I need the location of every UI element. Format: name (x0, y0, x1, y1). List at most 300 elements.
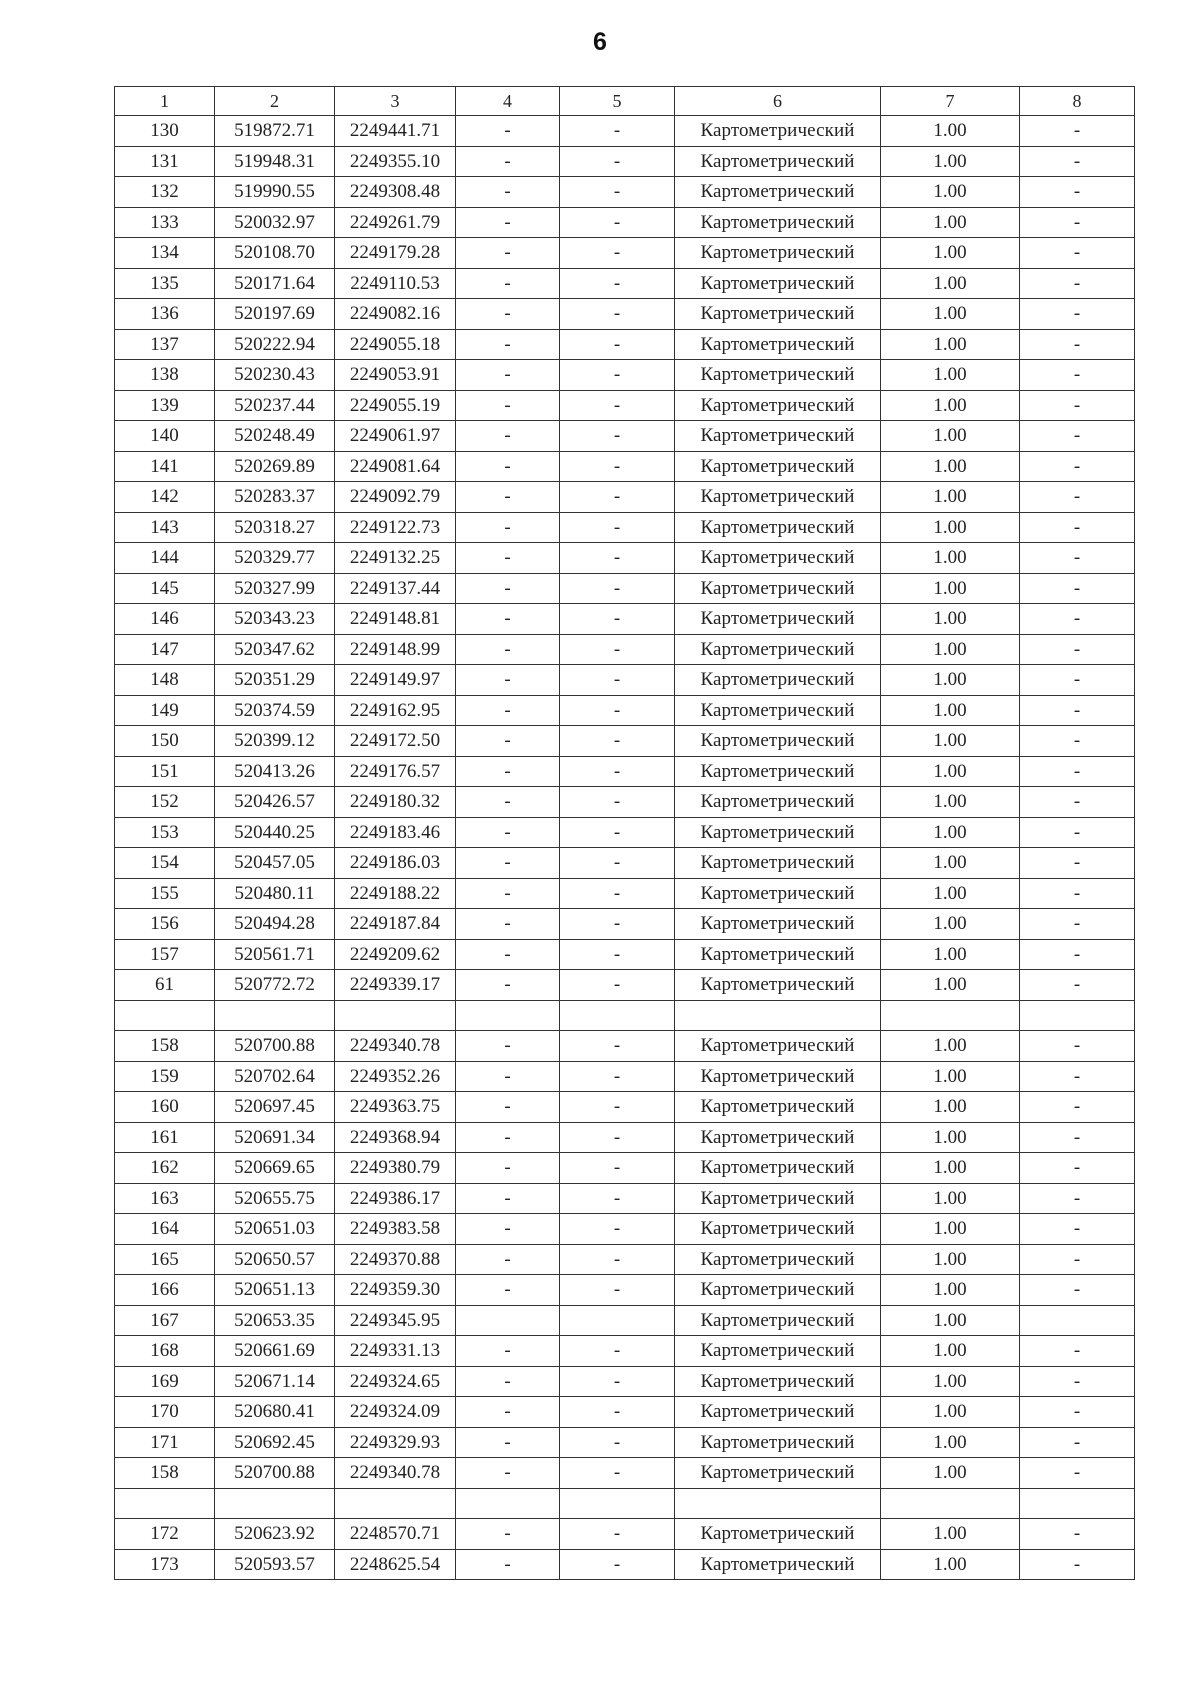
col-8-cell: - (1020, 604, 1135, 635)
col-5-cell: - (560, 1092, 675, 1123)
y-coordinate-cell: 2249209.62 (335, 939, 456, 970)
x-coordinate-cell: 520661.69 (215, 1336, 335, 1367)
accuracy-cell: 1.00 (881, 238, 1020, 269)
table-row (115, 207, 1135, 238)
y-coordinate-cell: 2249380.79 (335, 1153, 456, 1184)
col-5-cell: - (560, 1458, 675, 1489)
point-number-cell: 173 (115, 1549, 215, 1580)
table-row (115, 909, 1135, 940)
col-8-cell: - (1020, 451, 1135, 482)
col-4-cell: - (456, 573, 560, 604)
point-number-cell: 143 (115, 512, 215, 543)
y-coordinate-cell: 2249179.28 (335, 238, 456, 269)
y-coordinate-cell: 2249324.65 (335, 1366, 456, 1397)
accuracy-cell: 1.00 (881, 695, 1020, 726)
col-8-cell: - (1020, 787, 1135, 818)
col-4-cell: - (456, 939, 560, 970)
col-5-cell: - (560, 1275, 675, 1306)
table-row (115, 390, 1135, 421)
point-number-cell: 133 (115, 207, 215, 238)
col-4-cell: - (456, 634, 560, 665)
x-coordinate-cell: 520700.88 (215, 1031, 335, 1062)
x-coordinate-cell: 520692.45 (215, 1427, 335, 1458)
method-cell: Картометрический (675, 1397, 881, 1428)
table-row (115, 1214, 1135, 1245)
accuracy-cell: 1.00 (881, 299, 1020, 330)
method-cell: Картометрический (675, 421, 881, 452)
col-5-cell: - (560, 726, 675, 757)
col-5-cell: - (560, 329, 675, 360)
x-coordinate-cell: 520237.44 (215, 390, 335, 421)
method-cell: Картометрический (675, 1214, 881, 1245)
col-4-cell: - (456, 543, 560, 574)
accuracy-cell (881, 1000, 1020, 1031)
col-4-cell: - (456, 909, 560, 940)
col-8-cell: - (1020, 238, 1135, 269)
col-8-cell: - (1020, 1092, 1135, 1123)
method-cell: Картометрический (675, 116, 881, 147)
method-cell: Картометрический (675, 1183, 881, 1214)
point-number-cell: 152 (115, 787, 215, 818)
x-coordinate-cell: 520700.88 (215, 1458, 335, 1489)
method-cell: Картометрический (675, 299, 881, 330)
accuracy-cell: 1.00 (881, 909, 1020, 940)
method-cell: Картометрический (675, 756, 881, 787)
x-coordinate-cell: 520351.29 (215, 665, 335, 696)
col-4-cell: - (456, 604, 560, 635)
table-row (115, 177, 1135, 208)
coordinates-table (114, 86, 1135, 1580)
col-8-cell (1020, 1488, 1135, 1519)
point-number-cell: 165 (115, 1244, 215, 1275)
column-header-1: 1 (115, 87, 215, 116)
accuracy-cell: 1.00 (881, 1397, 1020, 1428)
table-row (115, 299, 1135, 330)
x-coordinate-cell: 520327.99 (215, 573, 335, 604)
table-row (115, 1031, 1135, 1062)
method-cell: Картометрический (675, 1427, 881, 1458)
table-row (115, 634, 1135, 665)
col-4-cell: - (456, 299, 560, 330)
accuracy-cell: 1.00 (881, 1092, 1020, 1123)
col-8-cell: - (1020, 299, 1135, 330)
point-number-cell: 141 (115, 451, 215, 482)
y-coordinate-cell: 2249345.95 (335, 1305, 456, 1336)
table-row (115, 1244, 1135, 1275)
table-row (115, 848, 1135, 879)
accuracy-cell: 1.00 (881, 1519, 1020, 1550)
accuracy-cell: 1.00 (881, 787, 1020, 818)
x-coordinate-cell: 520426.57 (215, 787, 335, 818)
method-cell: Картометрический (675, 665, 881, 696)
col-8-cell: - (1020, 695, 1135, 726)
col-8-cell: - (1020, 909, 1135, 940)
point-number-cell: 167 (115, 1305, 215, 1336)
method-cell: Картометрический (675, 238, 881, 269)
col-8-cell: - (1020, 268, 1135, 299)
col-5-cell: - (560, 1549, 675, 1580)
point-number-cell: 153 (115, 817, 215, 848)
col-5-cell: - (560, 695, 675, 726)
col-8-cell: - (1020, 390, 1135, 421)
column-header-3: 3 (335, 87, 456, 116)
accuracy-cell: 1.00 (881, 665, 1020, 696)
y-coordinate-cell: 2248625.54 (335, 1549, 456, 1580)
point-number-cell: 161 (115, 1122, 215, 1153)
method-cell: Картометрический (675, 726, 881, 757)
table-row (115, 787, 1135, 818)
method-cell: Картометрический (675, 543, 881, 574)
y-coordinate-cell: 2249110.53 (335, 268, 456, 299)
col-5-cell: - (560, 939, 675, 970)
col-8-cell: - (1020, 1244, 1135, 1275)
col-4-cell: - (456, 970, 560, 1001)
y-coordinate-cell: 2249368.94 (335, 1122, 456, 1153)
col-8-cell: - (1020, 207, 1135, 238)
col-5-cell: - (560, 909, 675, 940)
col-4-cell: - (456, 1366, 560, 1397)
y-coordinate-cell: 2249053.91 (335, 360, 456, 391)
col-5-cell: - (560, 604, 675, 635)
method-cell: Картометрический (675, 787, 881, 818)
accuracy-cell: 1.00 (881, 604, 1020, 635)
accuracy-cell: 1.00 (881, 421, 1020, 452)
col-8-cell: - (1020, 1458, 1135, 1489)
y-coordinate-cell: 2249183.46 (335, 817, 456, 848)
y-coordinate-cell: 2249055.18 (335, 329, 456, 360)
col-5-cell: - (560, 238, 675, 269)
method-cell: Картометрический (675, 604, 881, 635)
y-coordinate-cell: 2249148.81 (335, 604, 456, 635)
col-4-cell: - (456, 1244, 560, 1275)
table-row (115, 360, 1135, 391)
accuracy-cell: 1.00 (881, 1061, 1020, 1092)
table-row (115, 482, 1135, 513)
col-5-cell: - (560, 451, 675, 482)
accuracy-cell (881, 1488, 1020, 1519)
x-coordinate-cell: 520269.89 (215, 451, 335, 482)
accuracy-cell: 1.00 (881, 268, 1020, 299)
x-coordinate-cell: 519872.71 (215, 116, 335, 147)
x-coordinate-cell: 520171.64 (215, 268, 335, 299)
x-coordinate-cell: 520399.12 (215, 726, 335, 757)
x-coordinate-cell: 520651.13 (215, 1275, 335, 1306)
accuracy-cell: 1.00 (881, 970, 1020, 1001)
col-8-cell: - (1020, 146, 1135, 177)
col-5-cell: - (560, 1183, 675, 1214)
point-number-cell: 171 (115, 1427, 215, 1458)
x-coordinate-cell: 520697.45 (215, 1092, 335, 1123)
y-coordinate-cell: 2249061.97 (335, 421, 456, 452)
col-8-cell: - (1020, 116, 1135, 147)
x-coordinate-cell: 520480.11 (215, 878, 335, 909)
y-coordinate-cell: 2249132.25 (335, 543, 456, 574)
point-number-cell (115, 1000, 215, 1031)
col-4-cell: - (456, 1183, 560, 1214)
col-5-cell: - (560, 665, 675, 696)
point-number-cell: 160 (115, 1092, 215, 1123)
y-coordinate-cell: 2249329.93 (335, 1427, 456, 1458)
col-8-cell: - (1020, 878, 1135, 909)
method-cell: Картометрический (675, 573, 881, 604)
col-4-cell: - (456, 482, 560, 513)
point-number-cell: 164 (115, 1214, 215, 1245)
accuracy-cell: 1.00 (881, 1122, 1020, 1153)
col-4-cell: - (456, 817, 560, 848)
point-number-cell: 158 (115, 1458, 215, 1489)
point-number-cell: 168 (115, 1336, 215, 1367)
y-coordinate-cell: 2249122.73 (335, 512, 456, 543)
column-header-2: 2 (215, 87, 335, 116)
col-8-cell: - (1020, 1183, 1135, 1214)
col-5-cell (560, 1000, 675, 1031)
method-cell: Картометрический (675, 146, 881, 177)
method-cell: Картометрический (675, 695, 881, 726)
col-8-cell: - (1020, 665, 1135, 696)
table-row (115, 238, 1135, 269)
col-5-cell: - (560, 177, 675, 208)
y-coordinate-cell: 2249355.10 (335, 146, 456, 177)
accuracy-cell: 1.00 (881, 360, 1020, 391)
y-coordinate-cell: 2249370.88 (335, 1244, 456, 1275)
method-cell: Картометрический (675, 1336, 881, 1367)
col-4-cell: - (456, 512, 560, 543)
method-cell: Картометрический (675, 1153, 881, 1184)
col-8-cell: - (1020, 970, 1135, 1001)
point-number-cell: 159 (115, 1061, 215, 1092)
point-number-cell: 158 (115, 1031, 215, 1062)
col-5-cell: - (560, 390, 675, 421)
col-4-cell (456, 1305, 560, 1336)
table-row (115, 878, 1135, 909)
col-4-cell: - (456, 360, 560, 391)
y-coordinate-cell: 2249148.99 (335, 634, 456, 665)
col-8-cell: - (1020, 360, 1135, 391)
point-number-cell: 170 (115, 1397, 215, 1428)
table-row (115, 573, 1135, 604)
col-4-cell: - (456, 1336, 560, 1367)
col-5-cell: - (560, 848, 675, 879)
method-cell: Картометрический (675, 1549, 881, 1580)
x-coordinate-cell: 520651.03 (215, 1214, 335, 1245)
col-4-cell: - (456, 1275, 560, 1306)
x-coordinate-cell: 520108.70 (215, 238, 335, 269)
x-coordinate-cell: 520650.57 (215, 1244, 335, 1275)
x-coordinate-cell: 520772.72 (215, 970, 335, 1001)
col-8-cell: - (1020, 1427, 1135, 1458)
col-4-cell: - (456, 1458, 560, 1489)
x-coordinate-cell: 520222.94 (215, 329, 335, 360)
point-number-cell: 172 (115, 1519, 215, 1550)
col-5-cell: - (560, 1366, 675, 1397)
col-5-cell: - (560, 1336, 675, 1367)
col-8-cell: - (1020, 1336, 1135, 1367)
table-row (115, 1305, 1135, 1336)
col-4-cell: - (456, 878, 560, 909)
point-number-cell: 146 (115, 604, 215, 635)
y-coordinate-cell: 2249359.30 (335, 1275, 456, 1306)
col-5-cell: - (560, 756, 675, 787)
method-cell: Картометрический (675, 848, 881, 879)
accuracy-cell: 1.00 (881, 726, 1020, 757)
col-5-cell: - (560, 1427, 675, 1458)
col-5-cell: - (560, 1397, 675, 1428)
col-5-cell: - (560, 360, 675, 391)
y-coordinate-cell: 2249339.17 (335, 970, 456, 1001)
table-row (115, 1366, 1135, 1397)
y-coordinate-cell: 2249340.78 (335, 1458, 456, 1489)
accuracy-cell: 1.00 (881, 1427, 1020, 1458)
method-cell: Картометрический (675, 1275, 881, 1306)
col-4-cell: - (456, 1397, 560, 1428)
column-header-8: 8 (1020, 87, 1135, 116)
y-coordinate-cell: 2249340.78 (335, 1031, 456, 1062)
col-8-cell: - (1020, 1214, 1135, 1245)
col-8-cell: - (1020, 1061, 1135, 1092)
x-coordinate-cell: 520457.05 (215, 848, 335, 879)
table-row (115, 512, 1135, 543)
col-4-cell: - (456, 268, 560, 299)
y-coordinate-cell: 2249441.71 (335, 116, 456, 147)
x-coordinate-cell: 520561.71 (215, 939, 335, 970)
col-8-cell: - (1020, 573, 1135, 604)
x-coordinate-cell: 520440.25 (215, 817, 335, 848)
point-number-cell: 154 (115, 848, 215, 879)
accuracy-cell: 1.00 (881, 1183, 1020, 1214)
accuracy-cell: 1.00 (881, 1153, 1020, 1184)
col-5-cell: - (560, 268, 675, 299)
x-coordinate-cell: 520347.62 (215, 634, 335, 665)
point-number-cell: 142 (115, 482, 215, 513)
col-5-cell: - (560, 1031, 675, 1062)
table-row (115, 1153, 1135, 1184)
table-row (115, 1397, 1135, 1428)
col-8-cell: - (1020, 482, 1135, 513)
y-coordinate-cell: 2249092.79 (335, 482, 456, 513)
y-coordinate-cell: 2249331.13 (335, 1336, 456, 1367)
accuracy-cell: 1.00 (881, 146, 1020, 177)
table-row (115, 543, 1135, 574)
point-number-cell: 151 (115, 756, 215, 787)
col-5-cell: - (560, 970, 675, 1001)
method-cell: Картометрический (675, 1061, 881, 1092)
point-number-cell: 150 (115, 726, 215, 757)
col-4-cell: - (456, 390, 560, 421)
col-8-cell: - (1020, 1397, 1135, 1428)
col-8-cell (1020, 1305, 1135, 1336)
accuracy-cell: 1.00 (881, 451, 1020, 482)
col-8-cell: - (1020, 1519, 1135, 1550)
col-5-cell: - (560, 512, 675, 543)
accuracy-cell: 1.00 (881, 878, 1020, 909)
method-cell: Картометрический (675, 817, 881, 848)
page-number: 6 (593, 28, 607, 56)
accuracy-cell: 1.00 (881, 1458, 1020, 1489)
table-row (115, 726, 1135, 757)
y-coordinate-cell: 2249308.48 (335, 177, 456, 208)
accuracy-cell: 1.00 (881, 177, 1020, 208)
col-5-cell: - (560, 634, 675, 665)
x-coordinate-cell: 520283.37 (215, 482, 335, 513)
col-4-cell: - (456, 177, 560, 208)
col-5-cell (560, 1305, 675, 1336)
y-coordinate-cell: 2249172.50 (335, 726, 456, 757)
table-row (115, 268, 1135, 299)
col-5-cell: - (560, 146, 675, 177)
y-coordinate-cell: 2249188.22 (335, 878, 456, 909)
table-row (115, 1336, 1135, 1367)
point-number-cell: 162 (115, 1153, 215, 1184)
x-coordinate-cell: 520318.27 (215, 512, 335, 543)
method-cell: Картометрический (675, 207, 881, 238)
accuracy-cell: 1.00 (881, 207, 1020, 238)
table-row (115, 1427, 1135, 1458)
col-4-cell: - (456, 421, 560, 452)
col-8-cell: - (1020, 1366, 1135, 1397)
col-8-cell: - (1020, 177, 1135, 208)
col-8-cell: - (1020, 817, 1135, 848)
col-4-cell: - (456, 726, 560, 757)
col-8-cell: - (1020, 726, 1135, 757)
accuracy-cell: 1.00 (881, 512, 1020, 543)
accuracy-cell: 1.00 (881, 1305, 1020, 1336)
x-coordinate-cell: 519948.31 (215, 146, 335, 177)
y-coordinate-cell: 2249261.79 (335, 207, 456, 238)
col-5-cell: - (560, 787, 675, 818)
y-coordinate-cell (335, 1488, 456, 1519)
method-cell (675, 1488, 881, 1519)
column-header-4: 4 (456, 87, 560, 116)
method-cell: Картометрический (675, 177, 881, 208)
accuracy-cell: 1.00 (881, 848, 1020, 879)
method-cell: Картометрический (675, 909, 881, 940)
col-5-cell: - (560, 207, 675, 238)
point-number-cell: 131 (115, 146, 215, 177)
table-row (115, 451, 1135, 482)
table-row (115, 1549, 1135, 1580)
table-spacer-row (115, 1488, 1135, 1519)
x-coordinate-cell: 520593.57 (215, 1549, 335, 1580)
point-number-cell: 147 (115, 634, 215, 665)
col-4-cell: - (456, 207, 560, 238)
col-5-cell (560, 1488, 675, 1519)
col-4-cell: - (456, 848, 560, 879)
col-5-cell: - (560, 1244, 675, 1275)
col-8-cell: - (1020, 421, 1135, 452)
col-4-cell: - (456, 329, 560, 360)
method-cell: Картометрический (675, 329, 881, 360)
accuracy-cell: 1.00 (881, 756, 1020, 787)
point-number-cell: 137 (115, 329, 215, 360)
column-header-7: 7 (881, 87, 1020, 116)
table-row (115, 1519, 1135, 1550)
table-row (115, 116, 1135, 147)
col-4-cell: - (456, 1427, 560, 1458)
accuracy-cell: 1.00 (881, 1275, 1020, 1306)
y-coordinate-cell: 2249176.57 (335, 756, 456, 787)
point-number-cell: 136 (115, 299, 215, 330)
accuracy-cell: 1.00 (881, 390, 1020, 421)
method-cell: Картометрический (675, 268, 881, 299)
table-body (115, 87, 1135, 1580)
point-number-cell: 61 (115, 970, 215, 1001)
method-cell: Картометрический (675, 1519, 881, 1550)
col-5-cell: - (560, 421, 675, 452)
col-5-cell: - (560, 482, 675, 513)
table-row (115, 1458, 1135, 1489)
y-coordinate-cell: 2249363.75 (335, 1092, 456, 1123)
y-coordinate-cell: 2249081.64 (335, 451, 456, 482)
